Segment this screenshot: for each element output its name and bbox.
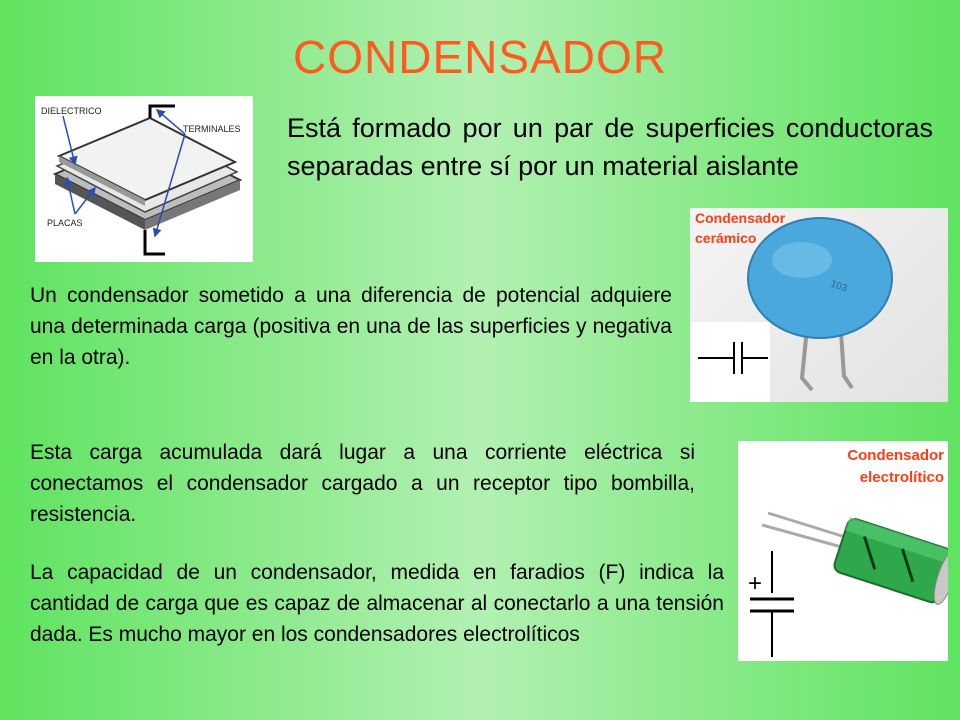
ceramic-capacitor-image	[690, 208, 948, 402]
current-paragraph: Esta carga acumulada dará lugar a una corriente eléctrica si conectamos el condensador cargado a un receptor tipo bombilla, resistencia.	[30, 441, 695, 527]
top-terminal	[150, 106, 175, 118]
label-terminals: TERMINALES	[183, 124, 241, 134]
capacitor-diagram-svg	[35, 96, 253, 262]
electrolytic-capacitor-image	[738, 441, 948, 661]
electrolytic-caption: Condensador electrolítico	[847, 447, 944, 486]
charge-paragraph: Un condensador sometido a una diferencia de potencial adquiere una determinada carga (positiva en una de las superficies y negativa en la otra).	[30, 284, 672, 370]
label-dielectric: DIELECTRICO	[41, 106, 102, 116]
capacitor-structure-diagram	[35, 96, 253, 262]
polarity-plus: +	[748, 570, 763, 597]
ceramic-marking: 103	[828, 278, 849, 295]
ceramic-caption: Condensador cerámico	[695, 210, 786, 247]
label-plates: PLACAS	[47, 218, 83, 228]
page-title: CONDENSADOR	[293, 31, 667, 83]
intro-paragraph: Está formado por un par de superficies conductoras separadas entre sí por un material aislante	[287, 113, 933, 181]
capacity-paragraph: La capacidad de un condensador, medida en faradios (F) indica la cantidad de carga que es capaz de almacenar al conectarlo a una tensión dada. Es mucho mayor en los condensadores electrolíticos	[30, 561, 724, 647]
